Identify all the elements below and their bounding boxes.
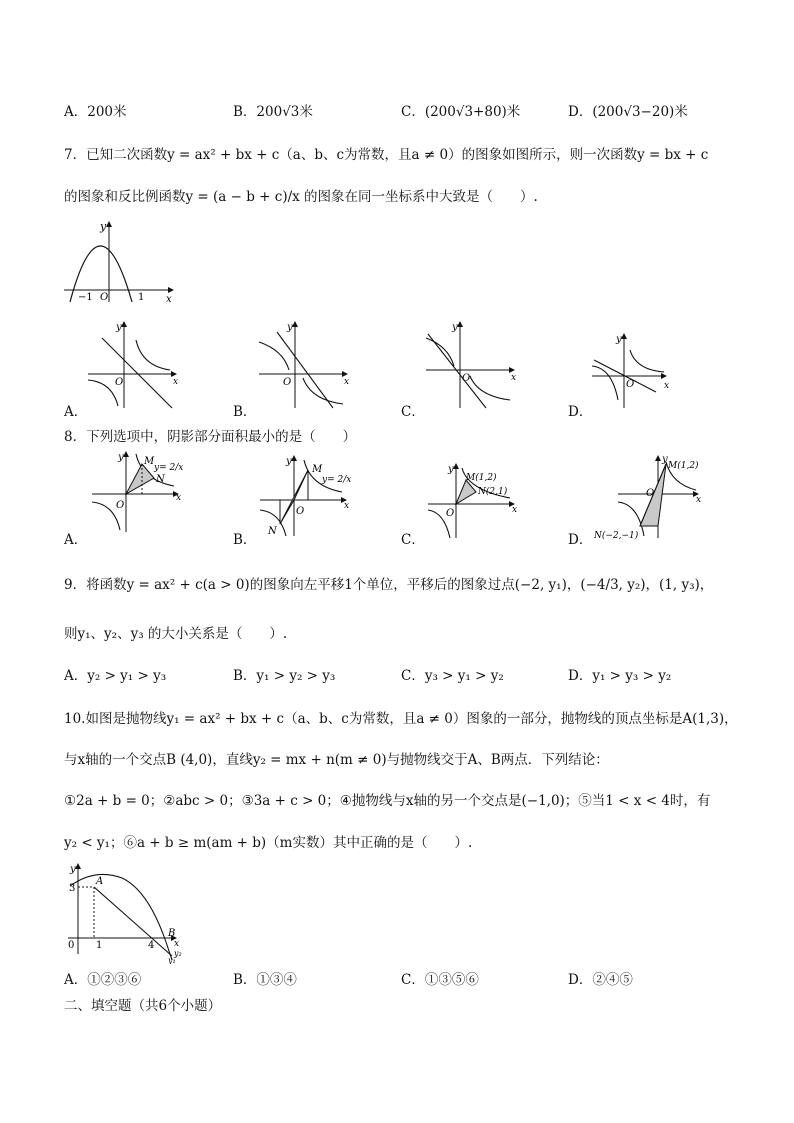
q7-graph-neg1-label: −1 [78,292,93,303]
q8-c-origin-label: O [446,508,455,519]
q10-parabola-graph [62,860,188,964]
q10-option-a: A．①②③⑥ [64,972,142,988]
q10-option-d: D．②④⑤ [568,972,633,988]
q7-option-c-graph [420,318,520,410]
q7-graph-origin-label: O [100,292,109,303]
q7-c-origin-label: O [462,373,471,384]
q9-text-line1: 9．将函数y = ax² + c(a > 0)的图象向左平移1个单位，平移后的图象过点(−2, y₁)，(−4/3, y₂)，(1, y₃)， [64,577,714,593]
q10-graph-four-label: 4 [148,940,155,951]
q10-graph-x-label: x [174,939,180,949]
q7-option-a: A． [64,404,88,420]
q9-option-b: B．y₁ > y₂ > y₃ [233,668,336,684]
svg-text:x: x [696,495,702,505]
svg-text:x: x [176,493,182,503]
q9-option-c: C．y₃ > y₁ > y₂ [401,668,504,684]
q7-option-a-graph [82,318,182,410]
q7-graph-x-label: x [166,294,172,304]
q10-text-line2: 与x轴的一个交点B (4,0)，直线y₂ = mx + n(m ≠ 0)与抛物线交于A、B两点．下列结论： [64,752,609,768]
q8-b-m-label: M [312,464,323,475]
q10-graph-three-label: 3 [69,883,76,894]
q7-option-b: B． [233,404,257,420]
q7-d-x-label: x [664,381,670,391]
q7-d-origin-label: O [626,379,635,390]
q8-c-m-label: M(1,2) [466,473,497,483]
q7-b-x-label: x [344,377,350,387]
q10-graph-b-label: B [168,928,176,939]
q9-option-a: A．y₂ > y₁ > y₃ [64,668,167,684]
q8-d-m-label: M(1,2) [668,461,699,471]
svg-text:x: x [344,501,350,511]
q7-b-y-label: y [287,322,293,333]
q7-b-origin-label: O [283,377,292,388]
q6-option-a: A．200米 [64,104,127,120]
q7-parabola-graph [62,218,180,304]
q8-option-d: D． [568,532,593,548]
q7-option-d-graph [586,330,676,410]
svg-text:y: y [118,452,124,463]
q7-a-y-label: y [116,322,122,333]
q8-a-origin-label: O [116,500,125,511]
svg-text:y: y [662,454,668,465]
q8-option-d-graph [594,452,704,542]
q6-option-d: D．(200√3−20)米 [568,104,688,120]
q10-text-line3: ①2a + b = 0；②abc > 0；③3a + c > 0；④抛物线与x轴的另一个交点是(−1,0)；⑤当1 < x < 4时，有 [64,793,711,809]
q10-graph-one-label: 1 [96,940,103,951]
section-heading-fill-blank: 二、填空题（共6个小题） [64,998,222,1014]
q10-text-line4: y₂ < y₁；⑥a + b ≥ m(am + b)（m实数）其中正确的是（ ）. [64,835,473,851]
q7-text-line1: 7．已知二次函数y = ax² + bx + c（a、b、c为常数，且a ≠ 0）的图象如图所示，则一次函数y = bx + c [64,147,709,163]
q7-c-x-label: x [511,373,517,383]
svg-text:y: y [286,456,292,467]
q10-graph-y1-label: y₁ [168,956,176,964]
q7-graph-one-label: 1 [138,292,145,303]
q7-text-line2: 的图象和反比例函数y = (a − b + c)/x 的图象在同一坐标系中大致是（ ）. [64,189,538,205]
svg-text:y: y [448,464,454,475]
q7-option-c: C． [401,404,425,420]
q7-a-x-label: x [173,377,179,387]
q8-option-c: C． [401,532,425,548]
q10-option-b: B．①③④ [233,972,297,988]
q8-a-func-label: y= 2/x [154,463,184,473]
q10-graph-y-label: y [70,864,76,875]
q8-option-a: A． [64,532,88,548]
q7-option-b-graph [253,318,353,410]
q7-c-y-label: y [452,322,458,333]
q10-graph-origin-label: 0 [68,940,75,951]
q6-option-b: B．200√3米 [233,104,313,120]
q7-graph-y-label: y [100,220,107,233]
q10-option-c: C．①③⑤⑥ [401,972,479,988]
q8-d-origin-label: O [646,488,655,499]
q8-option-b: B． [233,532,257,548]
q7-option-d: D． [568,404,593,420]
q10-text-line1: 10.如图是抛物线y₁ = ax² + bx + c（a、b、c为常数，且a ≠ 0）图象的一部分，抛物线的顶点坐标是A(1,3)， [64,711,738,727]
q7-d-y-label: y [616,334,622,345]
q8-option-c-graph [424,460,524,540]
svg-text:x: x [512,505,518,515]
q8-b-n-label: N [268,526,277,537]
q8-text: 8．下列选项中，阴影部分面积最小的是（ ） [64,429,357,445]
q10-graph-a-label: A [96,876,104,887]
q9-option-d: D．y₁ > y₃ > y₂ [568,668,672,684]
q8-d-n-label: N(−2,−1) [594,531,639,541]
q6-option-c: C．(200√3+80)米 [401,104,521,120]
q8-option-a-graph [88,448,188,534]
q8-b-origin-label: O [296,506,305,517]
q8-b-func-label: y= 2/x [322,475,352,485]
q10-graph-y2-label: y₂ [174,949,182,958]
q9-text-line2: 则y₁、y₂、y₃ 的大小关系是（ ）. [64,626,288,642]
q8-a-m-label: M [144,456,155,467]
q8-c-n-label: N(2,1) [478,487,508,497]
q7-a-origin-label: O [115,377,124,388]
q8-a-n-label: N [156,474,165,485]
q8-option-b-graph [256,452,356,538]
